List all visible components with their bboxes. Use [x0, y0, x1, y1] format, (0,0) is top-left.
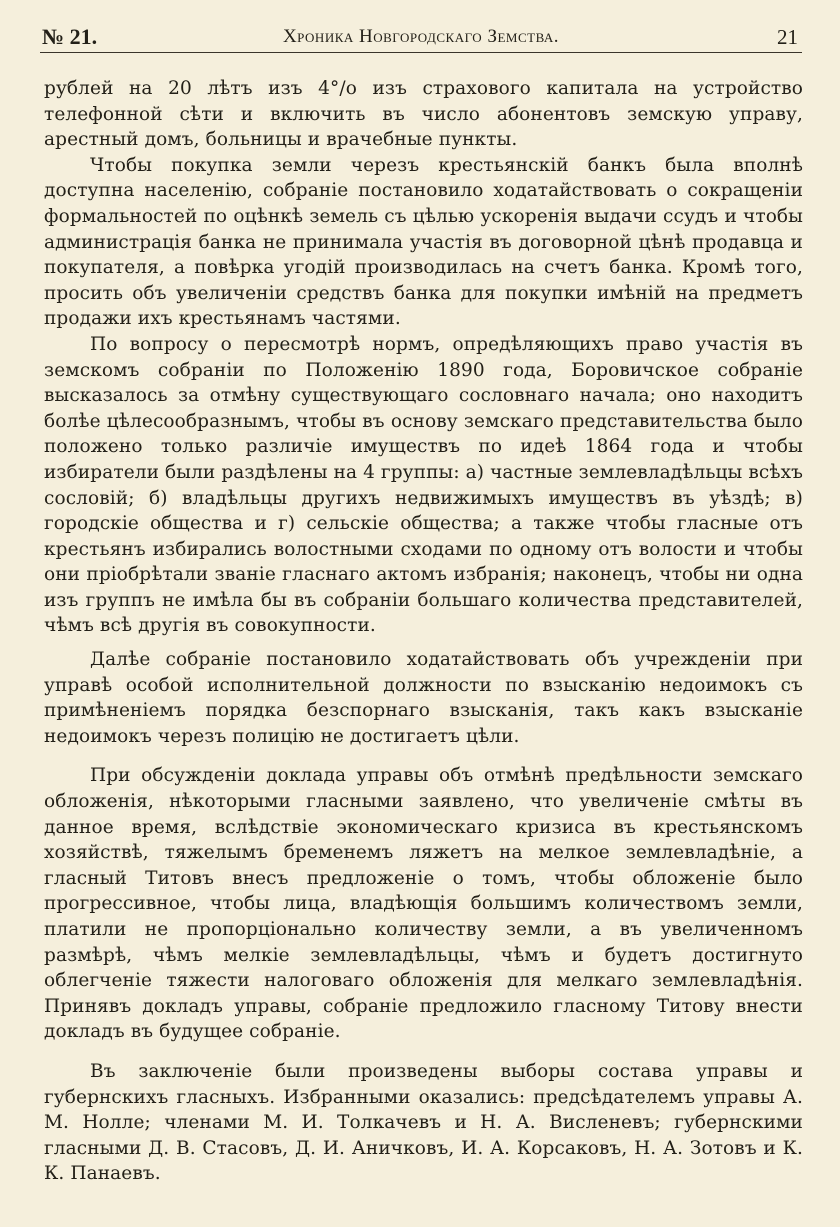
paragraph-2: Чтобы покупка земли черезъ крестьянскій банкъ была вполнѣ доступна населенію, собраніе постановило ходатайствовать о сокращеніи формальностей по оцѣнкѣ земель съ цѣлью ускоренія выдачи ссудъ и чтобы администрація банка не принимала участія въ договорной цѣнѣ продавца и покупателя, а повѣрка угодій производилась на счетъ банка. Кромѣ того, просить объ увеличеніи средствъ банка для покупки имѣній на предметъ продажи ихъ крестьянамъ частями. — [44, 154, 803, 330]
paragraph-6: Въ заключеніе были произведены выборы состава управы и губернскихъ гласныхъ. Избранными оказались: предсѣдателемъ управы А. М. Нолле; членами М. И. Толкачевъ и Н. А. Висленевъ; губернскими гласными Д. В. Стасовъ, Д. И. Аничковъ, И. А. Корсаковъ, Н. А. Зотовъ и К. К. Панаевъ. — [44, 1060, 803, 1185]
paragraph-1: рублей на 20 лѣтъ изъ 4°/o изъ страхового капитала на устройство телефонной сѣти и включить въ число абонентовъ земскую управу, арестный домъ, больницы и врачебные пункты. — [44, 78, 803, 151]
document-body — [44, 76, 803, 1187]
paragraph-5: При обсужденіи доклада управы объ отмѣнѣ предѣльности земскаго обложенія, нѣкоторыми гласными заявлено, что увеличеніе смѣты въ данное время, вслѣдствіе экономическаго кризиса въ крестьянскомъ хозяйствѣ, тяжелымъ бременемъ ляжетъ на мелкое землевладѣніе, а гласный Титовъ внесъ предложеніе о томъ, чтобы обложеніе было прогрессивное, чтобы лица, владѣющія большимъ количествомъ земли, платили не пропорціонально количеству земли, а въ увеличенномъ размѣрѣ, чѣмъ мелкіе землевладѣльцы, чѣмъ и будетъ достигнуто облегченіе тяжести налоговаго обложенія для мелкаго землевладѣнія. Принявъ докладъ управы, собраніе предложило гласному Титову внести докладъ въ будущее собраніе. — [44, 765, 803, 1043]
running-title: Хроника Новгородскаго Земства. — [282, 26, 560, 47]
paragraph-4: Далѣе собраніе постановило ходатайствовать объ учрежденіи при управѣ особой исполнительной должности по взысканію недоимокъ съ примѣненіемъ порядка безспорнаго взысканія, такъ какъ взысканіе недоимокъ черезъ полицію не достигаетъ цѣли. — [44, 649, 803, 747]
page-header — [40, 22, 802, 53]
page-number: 21 — [777, 25, 798, 49]
paragraph-3: По вопросу о пересмотрѣ нормъ, опредѣляющихъ право участія въ земскомъ собраніи по Положенію 1890 года, Боровичское собраніе высказалось за отмѣну существующаго сословнаго начала; оно находитъ болѣе цѣлесообразнымъ, чтобы въ основу земскаго представительства было положено только различіе имуществъ по идеѣ 1864 года и чтобы избиратели были раздѣлены на 4 группы: а) частные землевладѣльцы всѣхъ сословій; б) владѣльцы другихъ недвижимыхъ имуществъ въ уѣздѣ; в) городскіе общества и г) сельскіе общества; а также чтобы гласные отъ крестьянъ избирались волостными сходами по одному отъ волости и чтобы они пріобрѣтали званіе гласнаго актомъ избранія; наконецъ, чтобы ни одна изъ группъ не имѣла бы въ собраніи большаго количества представителей, чѣмъ всѣ другія въ совокупности. — [44, 333, 803, 637]
issue-number: № 21. — [42, 24, 98, 49]
